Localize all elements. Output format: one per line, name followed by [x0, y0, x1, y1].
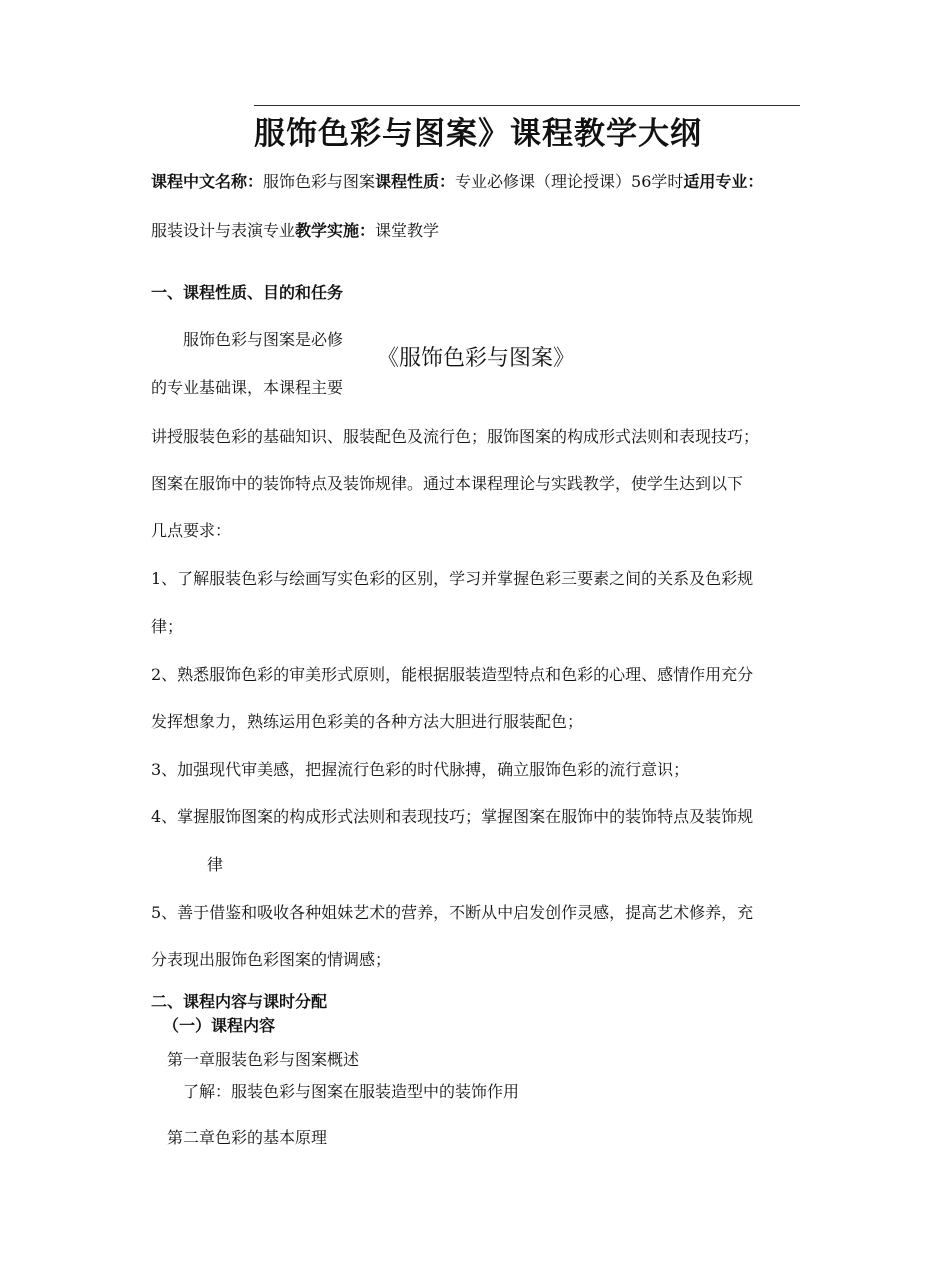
- paragraph-line: 讲授服装色彩的基础知识、服装配色及流行色；服饰图案的构成形式法则和表现技巧；: [151, 427, 760, 446]
- requirement-4-cont: 律: [207, 855, 224, 874]
- floating-course-title: 《服饰色彩与图案》: [377, 346, 576, 371]
- teaching-label: 教学实施：: [295, 221, 376, 240]
- section-1-heading: 一、课程性质、目的和任务: [151, 283, 344, 302]
- course-info-line-1: [151, 172, 763, 192]
- requirement-1-cont: 律；: [151, 617, 184, 636]
- intro-line-1: 服饰色彩与图案是必修: [183, 330, 344, 349]
- paragraph-line: 几点要求：: [151, 521, 232, 540]
- chapter-1-title: 第一章服装色彩与图案概述: [167, 1050, 360, 1069]
- section-2-heading: 二、课程内容与课时分配: [151, 992, 328, 1011]
- course-info-line-2: [151, 221, 439, 241]
- section-2-subheading: （一）课程内容: [163, 1016, 276, 1035]
- intro-line-2: 的专业基础课，本课程主要: [151, 378, 344, 397]
- chapter-2-title: 第二章色彩的基本原理: [167, 1128, 328, 1147]
- major-label: 适用专业：: [683, 172, 764, 191]
- requirement-3: 3、加强现代审美感，把握流行色彩的时代脉搏，确立服饰色彩的流行意识；: [151, 760, 690, 779]
- requirement-2-cont: 发挥想象力，熟练运用色彩美的各种方法大胆进行服装配色；: [151, 712, 584, 731]
- requirement-1: 1、了解服装色彩与绘画写实色彩的区别，学习并掌握色彩三要素之间的关系及色彩规: [151, 569, 754, 588]
- requirement-5-cont: 分表现出服饰色彩图案的情调感；: [151, 950, 392, 969]
- requirement-5: 5、善于借鉴和吸收各种姐妹艺术的营养，不断从中启发创作灵感，提高艺术修养，充: [151, 903, 754, 922]
- course-nature-value: 专业必修课（理论授课）56学时: [455, 172, 684, 191]
- paragraph-line: 图案在服饰中的装饰特点及装饰规律。通过本课程理论与实践教学，使学生达到以下: [151, 474, 744, 493]
- major-value: 服装设计与表演专业: [151, 221, 296, 240]
- title-rule: [254, 105, 800, 106]
- requirement-4: 4、掌握服饰图案的构成形式法则和表现技巧；掌握图案在服饰中的装饰特点及装饰规: [151, 807, 754, 826]
- document-title: 服饰色彩与图案》课程教学大纲: [254, 116, 702, 152]
- course-name-value: 服饰色彩与图案: [263, 172, 376, 191]
- requirement-2: 2、熟悉服饰色彩的审美形式原则，能根据服装造型特点和色彩的心理、感情作用充分: [151, 665, 754, 684]
- course-name-label: 课程中文名称：: [151, 172, 264, 191]
- chapter-1-detail: 了解：服装色彩与图案在服装造型中的装饰作用: [183, 1082, 520, 1101]
- course-nature-label: 课程性质：: [375, 172, 456, 191]
- teaching-value: 课堂教学: [375, 221, 440, 240]
